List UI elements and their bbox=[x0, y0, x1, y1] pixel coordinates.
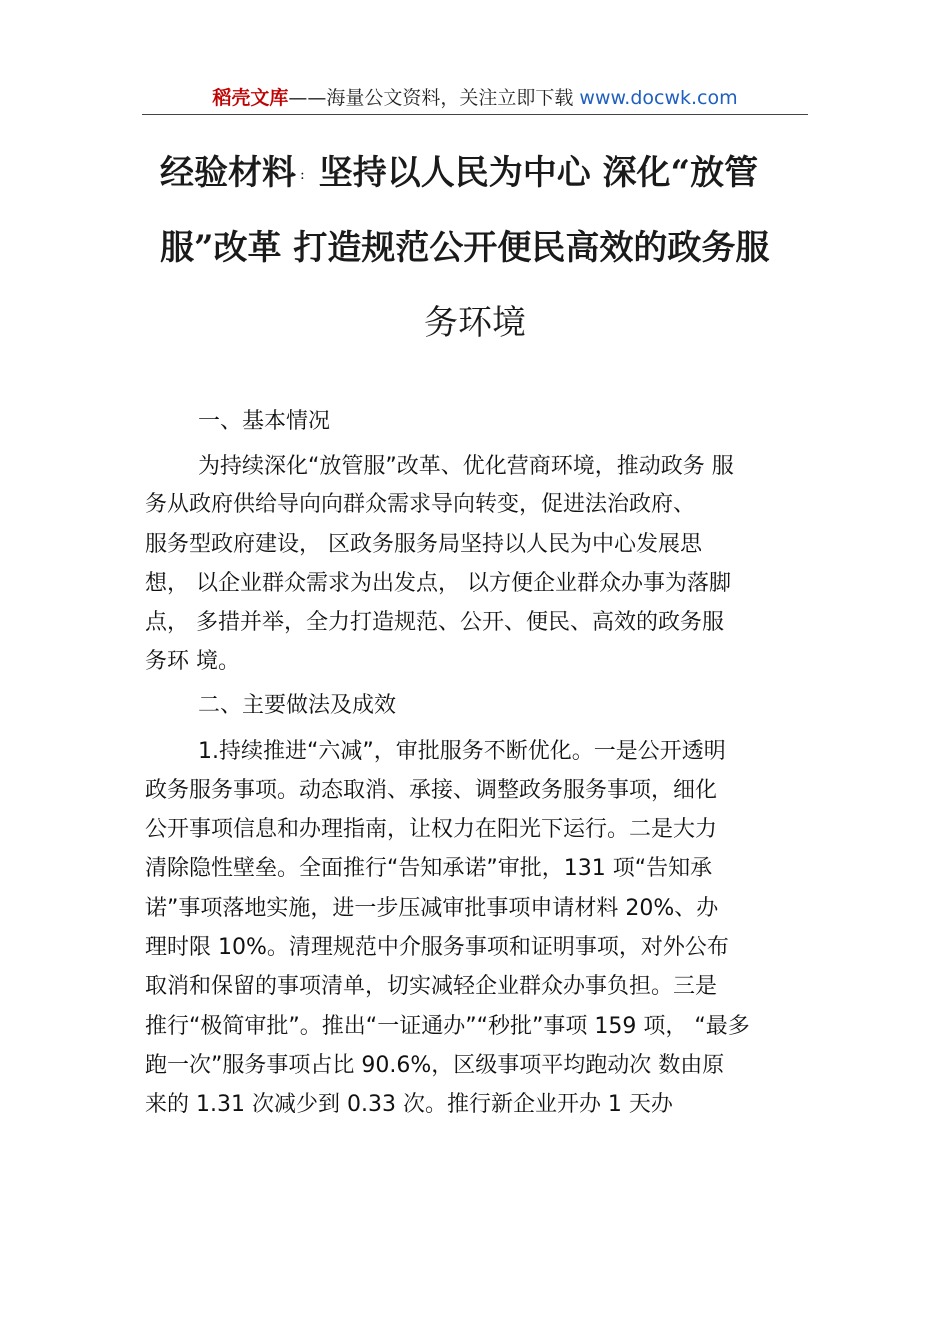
paragraph-line: 点， 多措并举，全力打造规范、公开、便民、高效的政务服 bbox=[145, 610, 724, 635]
paragraph-line: 公开事项信息和办理指南，让权力在阳光下运行。二是大力 bbox=[145, 817, 718, 842]
section-heading-2: 二、主要做法及成效 bbox=[198, 693, 397, 718]
paragraph-line: 1.持续推进“六减”，审批服务不断优化。一是公开透明 bbox=[198, 739, 726, 764]
paragraph-line: 政务服务事项。动态取消、承接、调整政务服务事项，细化 bbox=[145, 778, 718, 803]
paragraph-line: 务环 境。 bbox=[145, 649, 240, 674]
page-header bbox=[142, 84, 808, 112]
document-title-line-3: 务环境 bbox=[424, 303, 526, 343]
header-tagline: ——海量公文资料，关注立即下载 bbox=[288, 87, 580, 109]
brand-name: 稻壳文库 bbox=[212, 87, 289, 109]
paragraph-line: 服务型政府建设， 区政务服务局坚持以人民为中心发展思 bbox=[145, 532, 702, 557]
title-part-2: 坚持以人民为中心 深化“放管 bbox=[318, 153, 759, 193]
paragraph-line: 诺”事项落地实施，进一步压减审批事项申请材料 20%、办 bbox=[145, 896, 719, 921]
paragraph-line: 清除隐性壁垒。全面推行“告知承诺”审批，131 项“告知承 bbox=[145, 856, 713, 881]
paragraph-line: 想， 以企业群众需求为出发点， 以方便企业群众办事为落脚 bbox=[145, 571, 731, 596]
site-link[interactable]: www.docwk.com bbox=[579, 87, 738, 109]
paragraph-line: 来的 1.31 次减少到 0.33 次。推行新企业开办 1 天办 bbox=[145, 1092, 673, 1117]
paragraph-line: 跑一次”服务事项占比 90.6%，区级事项平均跑动次 数由原 bbox=[145, 1053, 725, 1078]
document-title-line-2: 服”改革 打造规范公开便民高效的政务服 bbox=[160, 228, 770, 268]
paragraph-line: 推行“极简审批”。推出“一证通办”“秒批”事项 159 项， “最多 bbox=[145, 1014, 750, 1039]
section-heading-1: 一、基本情况 bbox=[198, 409, 331, 434]
paragraph-line: 理时限 10%。清理规范中介服务事项和证明事项，对外公布 bbox=[145, 935, 729, 960]
header-divider bbox=[142, 114, 808, 115]
document-title-line-1 bbox=[160, 153, 758, 195]
paragraph-line: 取消和保留的事项清单，切实减轻企业群众办事负担。三是 bbox=[145, 974, 718, 999]
paragraph-line: 务从政府供给导向向群众需求导向转变，促进法治政府、 bbox=[145, 492, 696, 517]
title-part-1: 经验材料 bbox=[160, 153, 296, 193]
title-separator: : bbox=[300, 167, 305, 183]
paragraph-line: 为持续深化“放管服”改革、优化营商环境，推动政务 服 bbox=[198, 454, 734, 479]
